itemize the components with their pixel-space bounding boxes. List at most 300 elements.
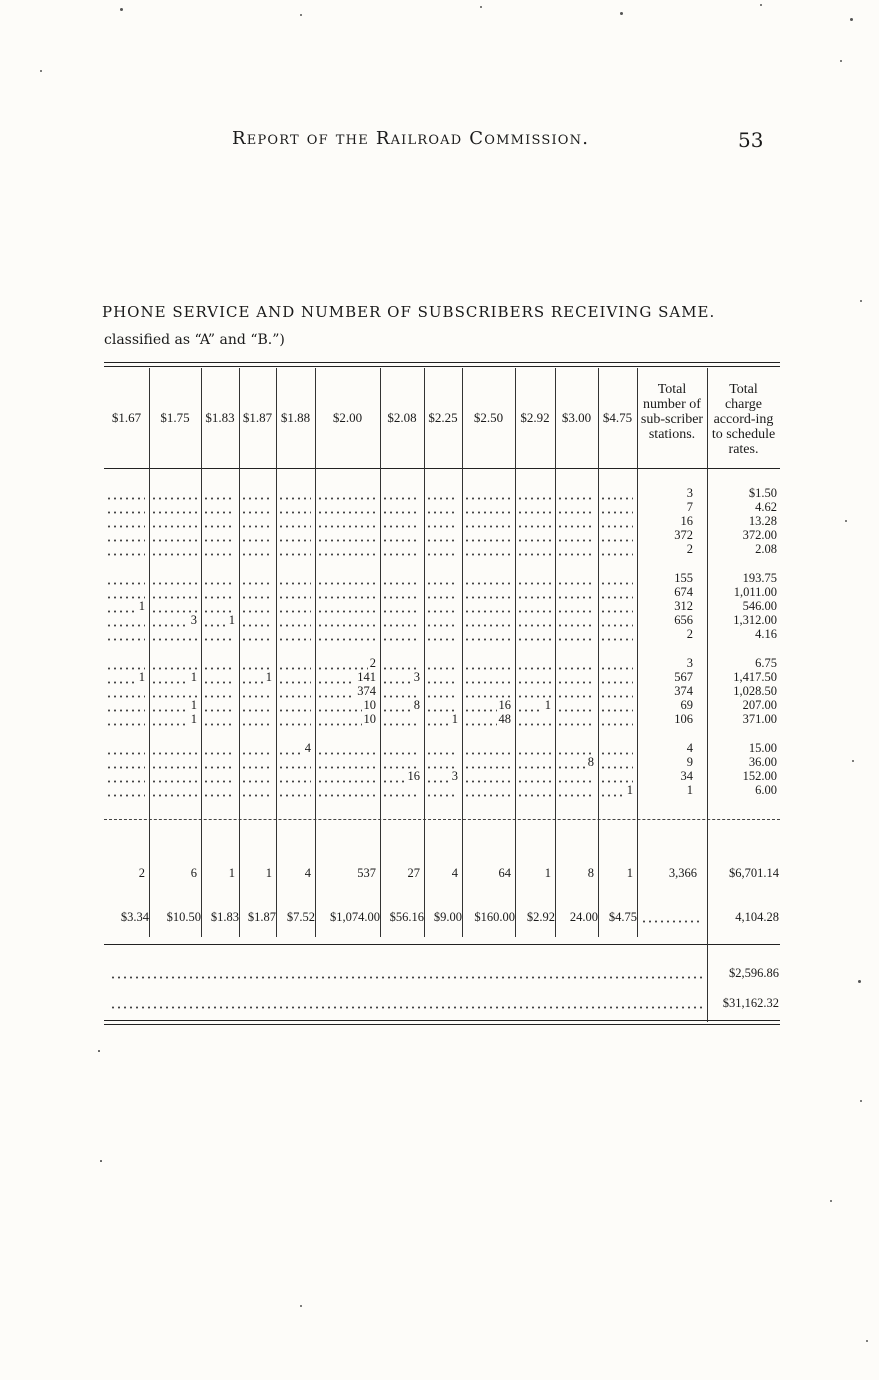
cell-value: 3: [190, 613, 197, 627]
paper-speck: [760, 4, 762, 6]
charge-value: $1.50: [748, 486, 777, 500]
table-cell: [278, 599, 311, 613]
table-cell: [203, 486, 235, 500]
table-cell: [600, 500, 633, 514]
total-count: 2: [138, 866, 145, 880]
total-count: 537: [357, 866, 376, 880]
paper-speck: [98, 1050, 100, 1052]
table-cell: [426, 514, 458, 528]
table-cell: [278, 585, 311, 599]
table-cell: [382, 755, 420, 769]
table-cell: [203, 514, 235, 528]
table-cell: [464, 712, 511, 726]
table-cell: [464, 500, 511, 514]
table-cell: [151, 741, 197, 755]
table-cell: [151, 613, 197, 627]
cell-value: 1: [190, 670, 197, 684]
total-count: 64: [498, 866, 511, 880]
table-cell: [203, 500, 235, 514]
table-cell: [106, 670, 145, 684]
total-count: 4: [304, 866, 311, 880]
table-cell: [151, 599, 197, 613]
table-cell: [517, 769, 551, 783]
table-cell: [151, 755, 197, 769]
cell-value: 1: [190, 712, 197, 726]
table-cell: [241, 500, 272, 514]
table-cell: [517, 712, 551, 726]
table-cell: [203, 741, 235, 755]
total-stations-header: Total number of sub-scriber stations.: [640, 382, 704, 442]
column-rule: [201, 368, 202, 937]
table-cell: [426, 741, 458, 755]
paper-speck: [300, 1305, 302, 1307]
table-cell: [464, 755, 511, 769]
cell-value: 4: [304, 741, 311, 755]
table-cell: [600, 769, 633, 783]
table-cell: [203, 769, 235, 783]
amount-value: $160.00: [474, 910, 515, 924]
table-cell: [517, 684, 551, 698]
table-cell: [203, 670, 235, 684]
paper-speck: [100, 1160, 102, 1162]
table-cell: [464, 656, 511, 670]
table-cell: [317, 769, 376, 783]
column-header: $2.50: [473, 410, 504, 425]
cell-value: 48: [498, 712, 511, 726]
table-cell: [600, 656, 633, 670]
column-header: $1.87: [242, 410, 273, 425]
total-stations: 3,366: [668, 866, 697, 880]
charge-value: 2.08: [755, 542, 777, 556]
table-cell: [241, 514, 272, 528]
amount-leader: [641, 920, 703, 923]
running-head: Report of the Railroad Commission.: [232, 128, 590, 149]
table-cell: [317, 698, 376, 712]
table-cell: [600, 670, 633, 684]
stations-value: 1: [686, 783, 693, 797]
table-cell: [203, 656, 235, 670]
column-header: $1.83: [205, 410, 235, 425]
table-cell: [241, 599, 272, 613]
column-rule: [424, 368, 425, 937]
total-count: 1: [544, 866, 551, 880]
table-cell: [382, 514, 420, 528]
table-cell: [278, 670, 311, 684]
table-cell: [517, 571, 551, 585]
table-cell: [382, 599, 420, 613]
summary-value: $2,596.86: [729, 966, 779, 980]
table-cell: [600, 712, 633, 726]
table-cell: [241, 627, 272, 641]
table-cell: [426, 698, 458, 712]
totals-rule: [104, 819, 780, 820]
table-cell: [106, 571, 145, 585]
table-cell: [317, 741, 376, 755]
paper-speck: [845, 520, 847, 522]
table-cell: [203, 627, 235, 641]
table-cell: [241, 670, 272, 684]
table-cell: [600, 585, 633, 599]
table-cell: [203, 571, 235, 585]
table-cell: [151, 486, 197, 500]
table-cell: [106, 542, 145, 556]
table-cell: [426, 500, 458, 514]
table-cell: [106, 500, 145, 514]
table-cell: [557, 585, 594, 599]
column-rule: [598, 368, 599, 937]
table-cell: [203, 783, 235, 797]
table-cell: [426, 599, 458, 613]
table-cell: [600, 514, 633, 528]
table-cell: [517, 670, 551, 684]
charge-value: 6.75: [755, 656, 777, 670]
cell-value: 1: [138, 670, 145, 684]
table-cell: [426, 783, 458, 797]
total-count: 1: [265, 866, 272, 880]
table-cell: [517, 741, 551, 755]
table-cell: [203, 698, 235, 712]
table-cell: [517, 613, 551, 627]
table-cell: [426, 528, 458, 542]
table-cell: [106, 698, 145, 712]
column-rule: [276, 368, 277, 937]
table-cell: [278, 783, 311, 797]
table-cell: [382, 500, 420, 514]
table-cell: [106, 613, 145, 627]
table-cell: [241, 528, 272, 542]
amount-value: 24.00: [569, 910, 598, 924]
table-cell: [278, 500, 311, 514]
table-cell: [317, 528, 376, 542]
paper-speck: [120, 8, 123, 11]
table-cell: [557, 741, 594, 755]
total-charge: $6,701.14: [729, 866, 779, 880]
table-cell: [464, 741, 511, 755]
table-cell: [600, 783, 633, 797]
cell-value: 1: [544, 698, 551, 712]
total-count: 8: [587, 866, 594, 880]
table-cell: [600, 627, 633, 641]
charge-value: 1,028.50: [733, 684, 777, 698]
table-title: PHONE SERVICE AND NUMBER OF SUBSCRIBERS RECEIVING SAME.: [102, 303, 716, 321]
amount-value: $56.16: [389, 910, 424, 924]
column-header: $2.00: [332, 410, 363, 425]
table-cell: [600, 486, 633, 500]
table-cell: [557, 712, 594, 726]
amount-charge: 4,104.28: [735, 910, 779, 924]
table-cell: [151, 528, 197, 542]
bottom-rule: [104, 1020, 780, 1021]
stations-value: 2: [686, 627, 693, 641]
table-cell: [517, 599, 551, 613]
cell-value: 374: [357, 684, 376, 698]
table-cell: [517, 698, 551, 712]
table-cell: [382, 712, 420, 726]
stations-value: 3: [686, 486, 693, 500]
cell-value: 1: [451, 712, 458, 726]
table-cell: [278, 684, 311, 698]
table-cell: [557, 656, 594, 670]
table-cell: [106, 755, 145, 769]
table-cell: [600, 571, 633, 585]
charge-value: 546.00: [742, 599, 777, 613]
charge-value: 371.00: [742, 712, 777, 726]
table-cell: [278, 769, 311, 783]
table-cell: [317, 571, 376, 585]
stations-value: 3: [686, 656, 693, 670]
table-cell: [241, 486, 272, 500]
table-cell: [464, 613, 511, 627]
table-cell: [557, 627, 594, 641]
column-rule: [515, 368, 516, 937]
table-cell: [600, 528, 633, 542]
table-cell: [203, 599, 235, 613]
charge-value: 1,417.50: [733, 670, 777, 684]
table-cell: [151, 627, 197, 641]
table-cell: [151, 656, 197, 670]
table-cell: [382, 741, 420, 755]
table-cell: [278, 514, 311, 528]
charge-value: 4.16: [755, 627, 777, 641]
table-cell: [317, 670, 376, 684]
table-cell: [464, 585, 511, 599]
stations-value: 7: [686, 500, 693, 514]
table-cell: [106, 627, 145, 641]
table-cell: [151, 698, 197, 712]
table-cell: [382, 585, 420, 599]
table-cell: [317, 486, 376, 500]
table-cell: [382, 670, 420, 684]
table-cell: [278, 627, 311, 641]
table-cell: [151, 514, 197, 528]
total-count: 4: [451, 866, 458, 880]
cell-value: 1: [228, 613, 235, 627]
stations-value: 16: [680, 514, 693, 528]
table-cell: [106, 486, 145, 500]
cell-value: 1: [265, 670, 272, 684]
table-cell: [317, 684, 376, 698]
table-cell: [600, 613, 633, 627]
table-subtitle: classified as “A” and “B.”): [104, 332, 285, 348]
table-cell: [278, 571, 311, 585]
table-cell: [600, 741, 633, 755]
paper-speck: [866, 1340, 868, 1342]
table-cell: [317, 656, 376, 670]
table-cell: [151, 670, 197, 684]
table-cell: [317, 783, 376, 797]
table-cell: [517, 514, 551, 528]
table-cell: [557, 599, 594, 613]
table-cell: [241, 741, 272, 755]
column-rule: [239, 368, 240, 937]
table-cell: [278, 486, 311, 500]
header-rule: [104, 468, 780, 469]
table-cell: [203, 755, 235, 769]
column-header: $2.08: [387, 410, 417, 425]
table-cell: [241, 698, 272, 712]
table-cell: [106, 712, 145, 726]
stations-value: 155: [674, 571, 693, 585]
table-cell: [557, 698, 594, 712]
table-cell: [241, 769, 272, 783]
table-cell: [426, 571, 458, 585]
table-cell: [203, 712, 235, 726]
table-cell: [557, 755, 594, 769]
table-cell: [517, 783, 551, 797]
table-cell: [426, 684, 458, 698]
table-cell: [426, 627, 458, 641]
column-rule: [555, 368, 556, 937]
table-cell: [464, 514, 511, 528]
table-cell: [426, 712, 458, 726]
table-cell: [151, 684, 197, 698]
column-rule: [380, 368, 381, 937]
total-count: 1: [626, 866, 633, 880]
stations-value: 674: [674, 585, 693, 599]
table-cell: [382, 486, 420, 500]
table-cell: [464, 698, 511, 712]
table-cell: [600, 698, 633, 712]
cell-value: 1: [138, 599, 145, 613]
stations-value: 2: [686, 542, 693, 556]
amount-value: $1.87: [247, 910, 276, 924]
table-cell: [106, 599, 145, 613]
total-count: 1: [228, 866, 235, 880]
amount-value: $10.50: [166, 910, 201, 924]
total-charge-header: Total charge accord-ing to schedule rates.: [711, 382, 776, 457]
table-cell: [517, 528, 551, 542]
charge-value: 372.00: [742, 528, 777, 542]
table-cell: [557, 500, 594, 514]
summary-leader: [110, 976, 705, 979]
table-cell: [241, 783, 272, 797]
cell-value: 10: [363, 712, 376, 726]
total-count: 6: [190, 866, 197, 880]
table-cell: [464, 571, 511, 585]
table-cell: [517, 542, 551, 556]
amount-value: $3.34: [120, 910, 149, 924]
cell-value: 1: [190, 698, 197, 712]
table-cell: [464, 542, 511, 556]
table-cell: [464, 769, 511, 783]
table-cell: [241, 712, 272, 726]
table-cell: [106, 528, 145, 542]
table-cell: [278, 698, 311, 712]
paper-speck: [858, 980, 861, 983]
charge-value: 4.62: [755, 500, 777, 514]
stations-value: 106: [674, 712, 693, 726]
table-cell: [278, 741, 311, 755]
stations-value: 69: [680, 698, 693, 712]
paper-speck: [852, 760, 854, 762]
table-cell: [317, 585, 376, 599]
table-cell: [203, 542, 235, 556]
charge-value: 152.00: [742, 769, 777, 783]
table-cell: [426, 486, 458, 500]
table-cell: [278, 542, 311, 556]
cell-value: 16: [498, 698, 511, 712]
table-cell: [382, 542, 420, 556]
table-cell: [382, 627, 420, 641]
table-cell: [106, 514, 145, 528]
column-header: $2.92: [520, 410, 550, 425]
table-cell: [317, 627, 376, 641]
amount-value: $7.52: [286, 910, 315, 924]
table-cell: [241, 684, 272, 698]
table-cell: [600, 542, 633, 556]
column-header: $1.88: [280, 410, 311, 425]
table-cell: [278, 712, 311, 726]
table-cell: [426, 755, 458, 769]
table-cell: [278, 755, 311, 769]
top-rule: [104, 362, 780, 363]
table-cell: [517, 627, 551, 641]
paper-speck: [840, 60, 842, 62]
cell-value: 8: [413, 698, 420, 712]
table-cell: [464, 670, 511, 684]
table-cell: [203, 613, 235, 627]
table-cell: [317, 599, 376, 613]
column-rule: [149, 368, 150, 937]
table-cell: [557, 613, 594, 627]
table-cell: [464, 599, 511, 613]
table-cell: [426, 769, 458, 783]
table-cell: [600, 684, 633, 698]
column-rule: [315, 368, 316, 937]
table-cell: [426, 542, 458, 556]
table-cell: [106, 656, 145, 670]
rate-table: [104, 362, 780, 1028]
cell-value: 3: [451, 769, 458, 783]
table-cell: [317, 542, 376, 556]
charge-value: 193.75: [742, 571, 777, 585]
table-cell: [317, 712, 376, 726]
stations-value: 656: [674, 613, 693, 627]
amount-value: $2.92: [526, 910, 555, 924]
table-cell: [241, 585, 272, 599]
table-cell: [241, 571, 272, 585]
table-cell: [517, 585, 551, 599]
table-cell: [382, 698, 420, 712]
table-cell: [464, 627, 511, 641]
table-cell: [203, 684, 235, 698]
cell-value: 1: [626, 783, 633, 797]
table-cell: [203, 585, 235, 599]
column-header: $3.00: [561, 410, 592, 425]
stations-value: 372: [674, 528, 693, 542]
top-rule-inner: [104, 366, 780, 367]
table-cell: [426, 670, 458, 684]
table-cell: [426, 613, 458, 627]
stations-value: 312: [674, 599, 693, 613]
table-cell: [278, 613, 311, 627]
table-cell: [278, 528, 311, 542]
table-cell: [151, 769, 197, 783]
charge-value: 13.28: [748, 514, 777, 528]
table-cell: [241, 542, 272, 556]
cell-value: 8: [587, 755, 594, 769]
table-cell: [151, 571, 197, 585]
table-cell: [317, 613, 376, 627]
table-cell: [464, 684, 511, 698]
table-cell: [106, 783, 145, 797]
column-header: $4.75: [602, 410, 633, 425]
table-cell: [557, 783, 594, 797]
paper-speck: [850, 18, 853, 21]
table-cell: [317, 500, 376, 514]
cell-value: 3: [413, 670, 420, 684]
table-cell: [203, 528, 235, 542]
